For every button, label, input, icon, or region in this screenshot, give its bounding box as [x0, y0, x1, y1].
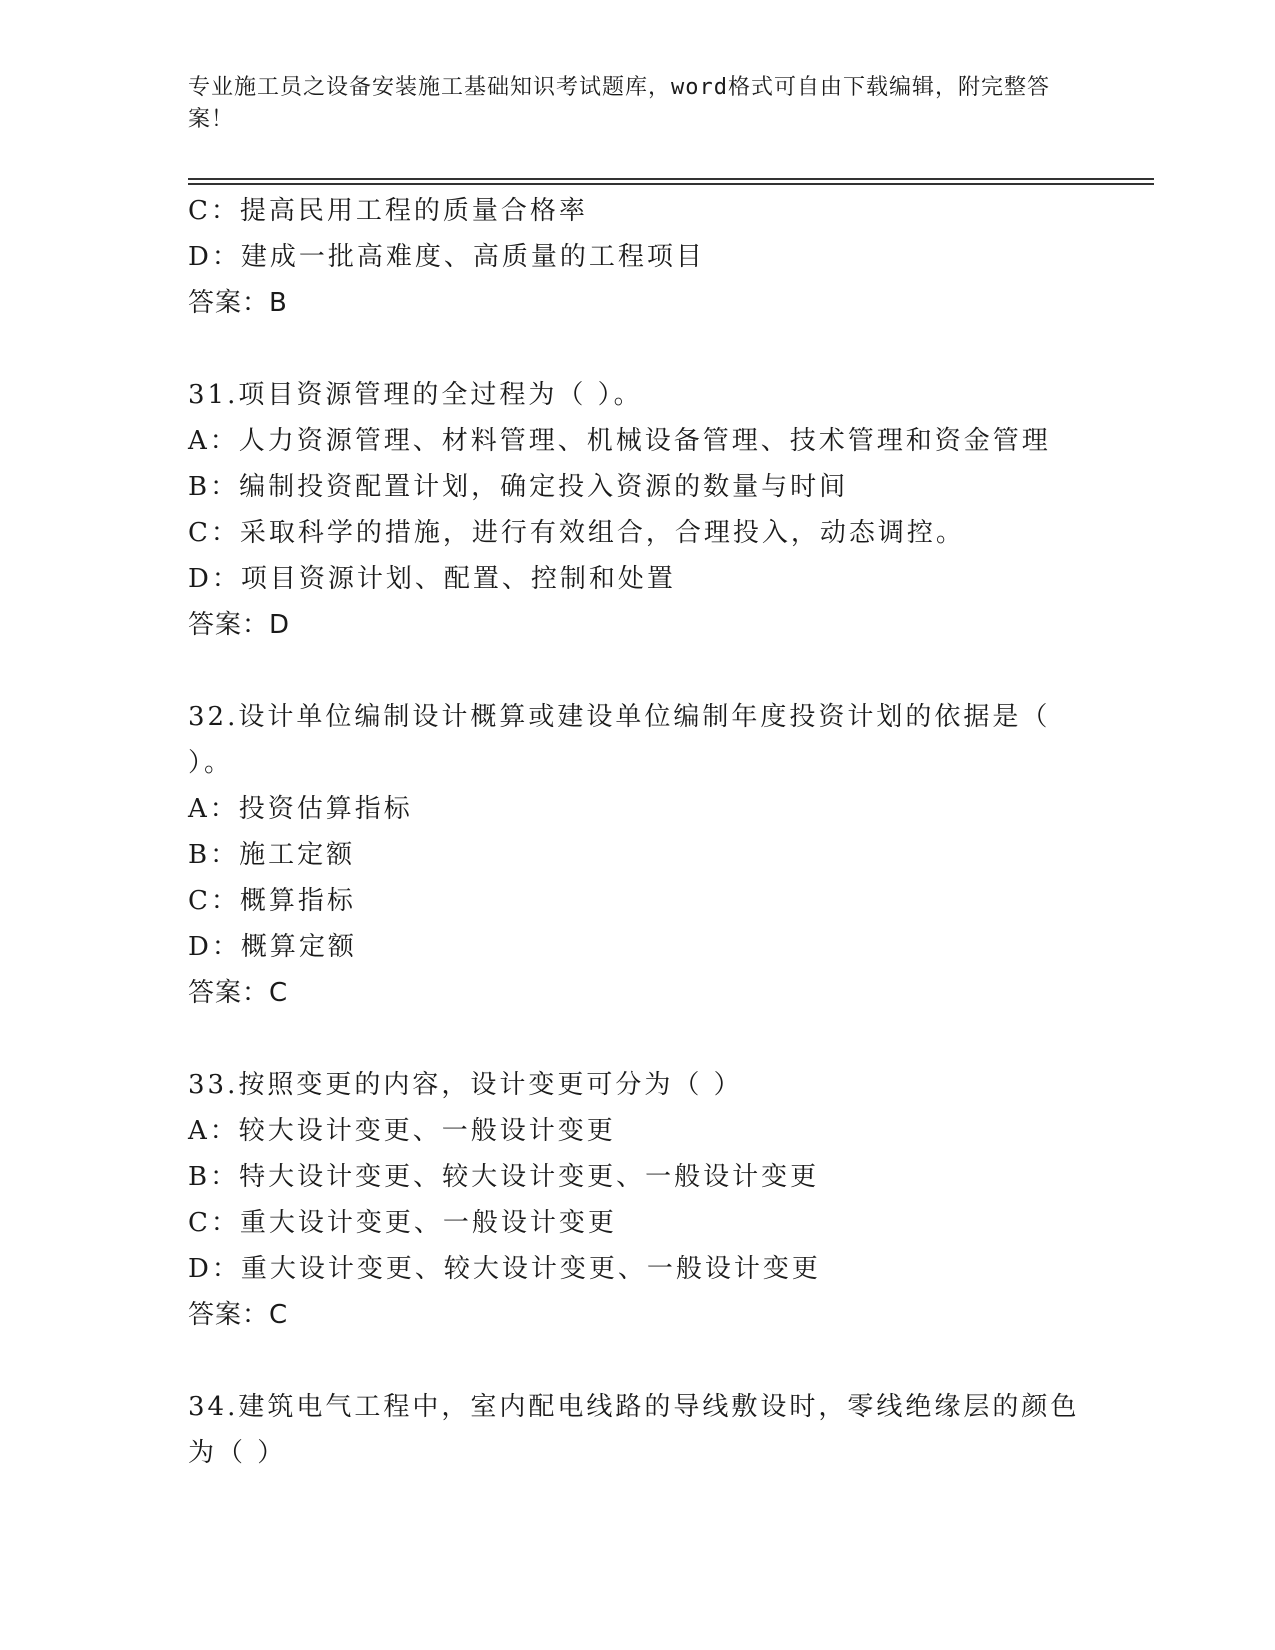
option-b: B：特大设计变更、较大设计变更、一般设计变更 [188, 1162, 820, 1192]
answer: 答案：D [188, 610, 291, 640]
option-b: B：编制投资配置计划，确定投入资源的数量与时间 [188, 472, 849, 502]
option-d: D：重大设计变更、较大设计变更、一般设计变更 [188, 1254, 821, 1284]
option-d: D：建成一批高难度、高质量的工程项目 [188, 242, 705, 272]
option-a: A：人力资源管理、材料管理、机械设备管理、技术管理和资金管理 [188, 426, 1051, 456]
answer: 答案：B [188, 288, 288, 318]
option-c: C：重大设计变更、一般设计变更 [188, 1208, 617, 1238]
answer: 答案：C [188, 1300, 289, 1330]
question-stem: 33.按照变更的内容，设计变更可分为（ ） [188, 1070, 743, 1100]
question-stem-line-2: 为（ ） [188, 1438, 287, 1468]
option-c: C：概算指标 [188, 886, 356, 916]
option-d: D：项目资源计划、配置、控制和处置 [188, 564, 676, 594]
option-c: C：采取科学的措施，进行有效组合，合理投入，动态调控。 [188, 518, 965, 548]
question-32 [188, 694, 1088, 1016]
answer: 答案：C [188, 978, 289, 1008]
prev-question [188, 188, 1088, 326]
option-a: A：较大设计变更、一般设计变更 [188, 1116, 616, 1146]
header-divider-bottom [188, 183, 1154, 185]
question-stem-line-2: ）。 [188, 748, 234, 778]
question-stem-line-1: 34.建筑电气工程中，室内配电线路的导线敷设时，零线绝缘层的颜色 [188, 1392, 1080, 1422]
option-d: D：概算定额 [188, 932, 357, 962]
question-stem-line-1: 32.设计单位编制设计概算或建设单位编制年度投资计划的依据是（ [188, 702, 1051, 732]
question-34 [188, 1384, 1088, 1476]
option-a: A：投资估算指标 [188, 794, 413, 824]
option-b: B：施工定额 [188, 840, 356, 870]
option-c: C：提高民用工程的质量合格率 [188, 196, 588, 226]
question-list [188, 188, 1088, 1476]
header-divider-top [188, 178, 1154, 180]
question-33 [188, 1062, 1088, 1338]
question-31 [188, 372, 1088, 648]
page-header: 专业施工员之设备安装施工基础知识考试题库，word格式可自由下载编辑，附完整答案！ [188, 75, 1050, 132]
question-stem: 31.项目资源管理的全过程为（ ）。 [188, 380, 643, 410]
